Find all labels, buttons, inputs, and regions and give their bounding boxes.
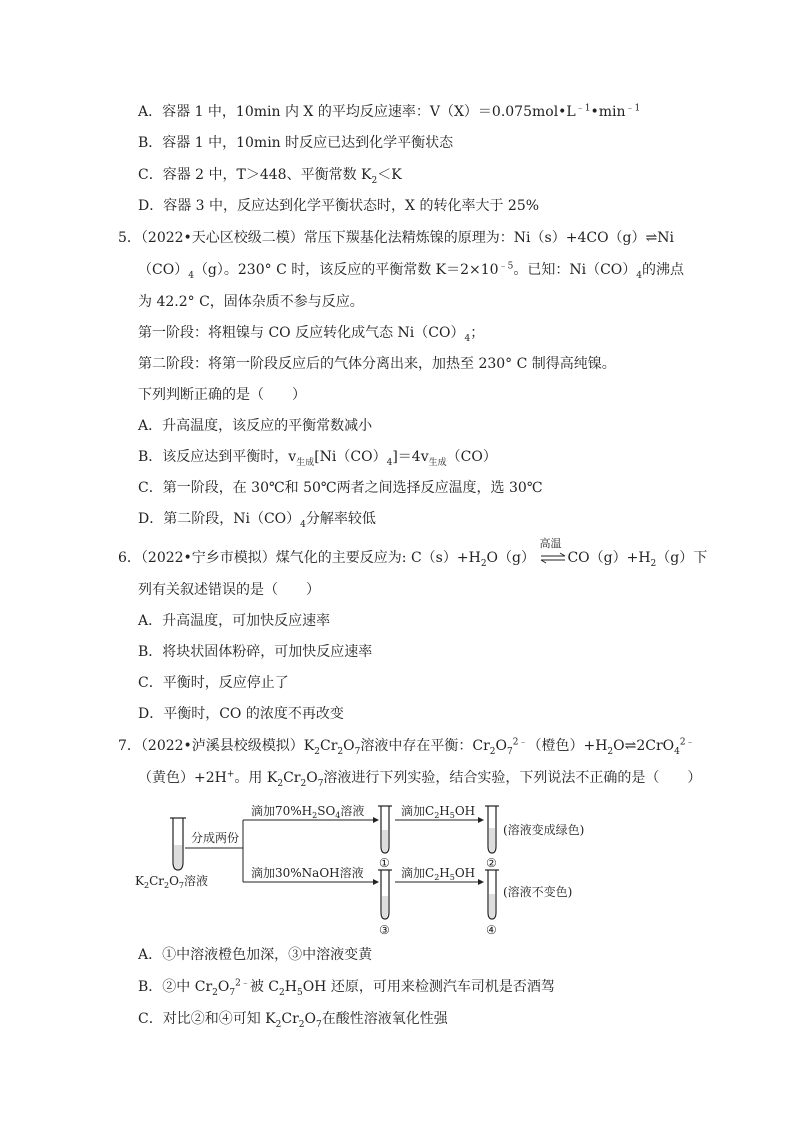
arrow-head-icon: [478, 879, 484, 885]
bottom-step1-label: 滴加30%NaOH溶液: [251, 866, 364, 880]
bottom-step2-label: 滴加$C_2H_5OH$: [401, 866, 476, 882]
top-step2-label: 滴加$C_2H_5OH$: [401, 804, 476, 820]
q7-stem-line2: （黄色）+2H+。用 $K_2Cr_2O_7$溶液进行下列实验，结合实验，下列说法不正确的是（ ）: [138, 769, 702, 789]
q5-stem-line3: 为 42.2° C，固体杂质不参与反应。: [138, 294, 364, 310]
q5-prompt: 下列判断正确的是（ ）: [138, 387, 306, 403]
q5-stage2: 第二阶段：将第一阶段反应后的气体分离出来，加热至 230° C 制得高纯镍。: [138, 356, 616, 372]
top-step1-label: 滴加$70\%H_2SO_4$溶液: [251, 804, 365, 820]
q5-stem-line1: 5．（2022•天心区校级二模）常压下羰基化法精炼镍的原理为：Ni（s）+4CO（g）⇌Ni: [118, 230, 674, 246]
q6-stem-line2: 列有关叙述错误的是（ ）: [138, 582, 320, 598]
experiment-diagram: [133, 800, 613, 940]
reaction-arrow-high-temp: [539, 537, 567, 567]
q6-option-b: B．将块状固体粉碎，可加快反应速率: [138, 644, 373, 660]
tube-1-label: ①: [379, 856, 390, 870]
arrow-head-icon: [373, 817, 379, 823]
q5-stem-line2: $(CO)_4(g)$。230° C 时，该反应的平衡常数 $K=2\times 10^{﹣5}$。已知：$Ni(CO)_4$的沸点: [138, 261, 684, 281]
q6-option-c: C．平衡时，反应停止了: [138, 675, 289, 691]
q7-option-a: A．①中溶液橙色加深，③中溶液变黄: [138, 947, 373, 963]
q7-option-c: C．对比②和④可知 $K_2Cr_2O_7$在酸性溶液氧化性强: [138, 1011, 448, 1030]
q6-option-d: D．平衡时，CO 的浓度不再改变: [138, 706, 344, 722]
source-test-tube-icon: [170, 818, 186, 870]
q7-stem-line1: 7．（2022•泸溪县校级模拟）$K_2Cr_2O_7$溶液中存在平衡：$Cr_2O_7^{2﹣}$（橙色）$+H_2O\rightleftharpoons 2CrO_4^{2﹣}$: [118, 737, 695, 757]
test-tube-4-icon: [485, 870, 499, 919]
arrow-head-icon: [478, 817, 484, 823]
test-tube-1-icon: [378, 806, 392, 853]
tube-3-label: ③: [379, 923, 390, 937]
q6-option-a: A．升高温度，可加快反应速率: [138, 613, 331, 629]
q5-option-a: A．升高温度，该反应的平衡常数减小: [138, 418, 373, 434]
q5-option-d: D．第二阶段，$Ni(CO)_4$分解率较低: [138, 511, 376, 530]
source-solution-label: $K_2Cr_2O_7$溶液: [135, 874, 209, 890]
q5-option-b: B．该反应达到平衡时，$v_{生成}[Ni(CO)_4]=4v_{生成}(CO)$: [138, 449, 497, 468]
q5-stage1: 第一阶段：将粗镍与 CO 反应转化成气态 $Ni(CO)_4$；: [138, 325, 485, 344]
test-tube-3-icon: [378, 870, 392, 919]
bottom-result-label: (溶液不变色): [503, 885, 573, 899]
reaction-condition: 高温: [539, 537, 562, 550]
q4-option-c: C．容器 2 中，T＞448、平衡常数 $K_2<K$: [138, 167, 402, 186]
q5-option-c: C．第一阶段，在 30℃和 50℃两者之间选择反应温度，选 30℃: [138, 480, 543, 496]
q4-option-b: B．容器 1 中，10min 时反应已达到化学平衡状态: [138, 135, 454, 151]
q4-option-d: D．容器 3 中，反应达到化学平衡状态时，X 的转化率大于 25%: [138, 198, 540, 214]
reversible-arrow-icon: [539, 549, 567, 567]
tube-4-label: ④: [486, 923, 497, 937]
q7-option-b: B．②中 $Cr_2O_7^{2﹣}$被 $C_2H_5OH$ 还原，可用来检测汽车司机是否酒驾: [138, 978, 555, 998]
test-tube-2-icon: [485, 806, 499, 853]
tube-2-label: ②: [486, 856, 497, 870]
split-label: 分成两份: [191, 831, 240, 845]
q4-option-a: A．容器 1 中，10min 内 X 的平均反应速率：$V(X)=0.075mol•L^{﹣1}•\min^{﹣1}$: [138, 103, 641, 120]
arrow-head-icon: [373, 879, 379, 885]
q6-stem-line1: 6．（2022•宁乡市模拟）煤气化的主要反应为: $C(s)+H_2O(g)$ 高温 $CO(g)+H_2(g)$下: [118, 537, 708, 569]
top-result-label: (溶液变成绿色): [503, 823, 585, 837]
